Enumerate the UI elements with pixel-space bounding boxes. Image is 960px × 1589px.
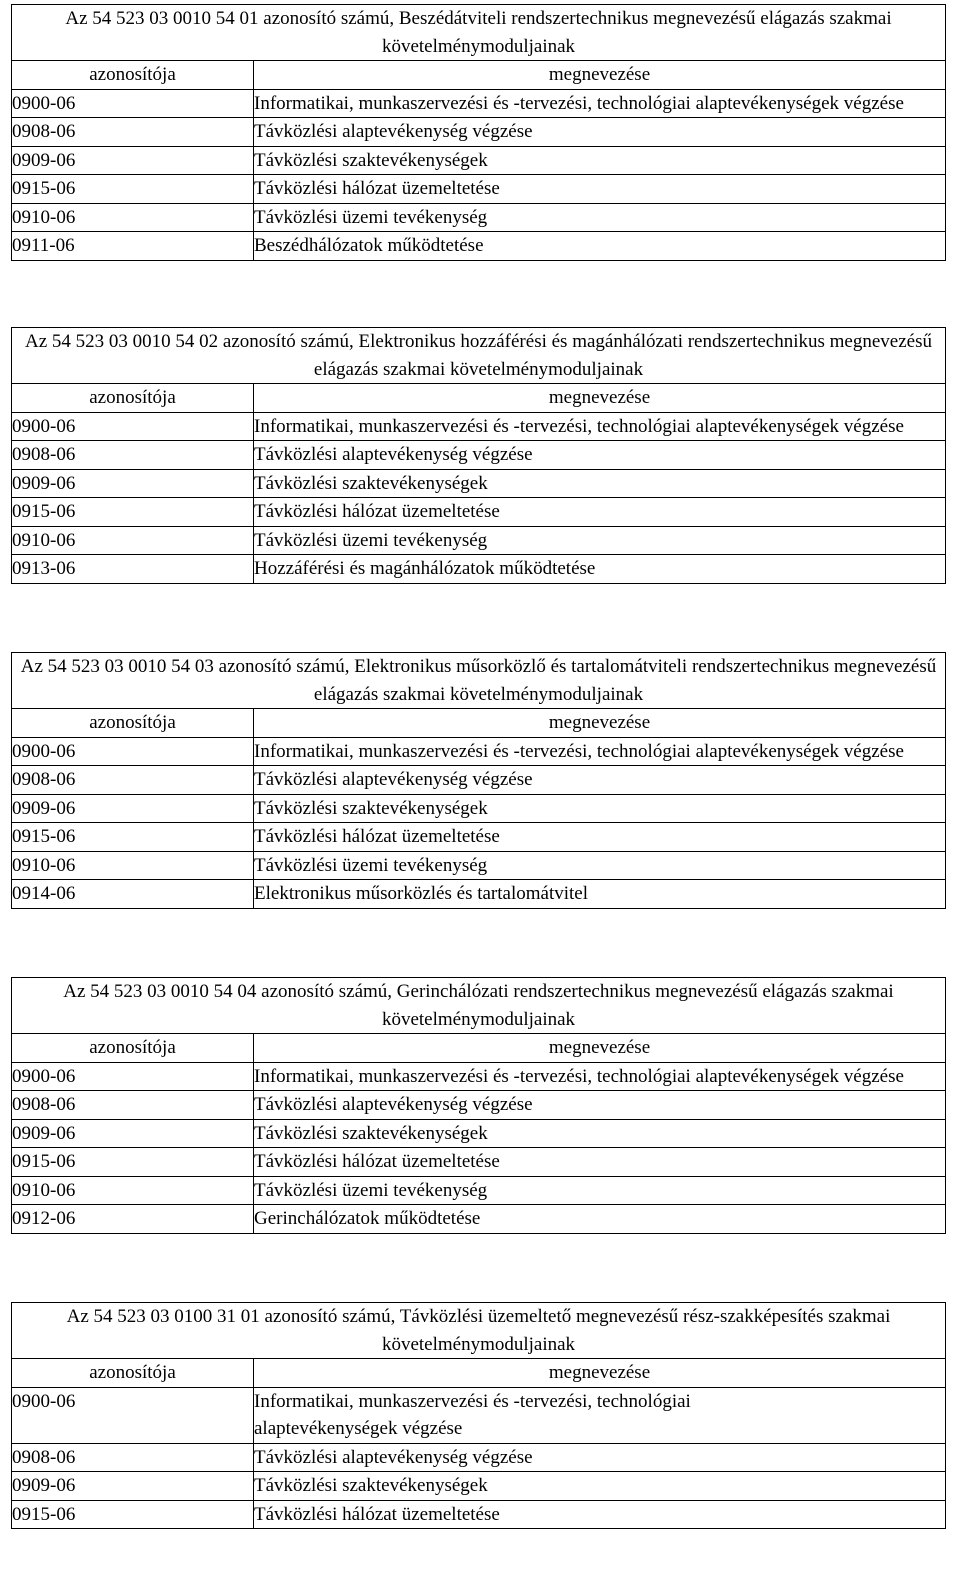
- module-code: 0909-06: [12, 1472, 254, 1501]
- module-name: Informatikai, munkaszervezési és -tervezési, technológiai alaptevékenységek végzése: [254, 737, 946, 766]
- module-name: Beszédhálózatok működtetése: [254, 232, 946, 261]
- table-row: [12, 498, 946, 527]
- section-title: Az 54 523 03 0010 54 04 azonosító számú, Gerinchálózati rendszertechnikus megnevezésű elágazás szakmai követelménymoduljainak: [12, 978, 946, 1034]
- column-header-code: azonosítója: [12, 384, 254, 413]
- module-name: Távközlési üzemi tevékenység: [254, 203, 946, 232]
- module-name: Informatikai, munkaszervezési és -tervezési, technológiai alaptevékenységek végzése: [254, 412, 946, 441]
- module-code: 0909-06: [12, 469, 254, 498]
- column-header-name: megnevezése: [254, 1034, 946, 1063]
- table-row: [12, 441, 946, 470]
- module-code: 0900-06: [12, 89, 254, 118]
- module-name: Hozzáférési és magánhálózatok működtetése: [254, 555, 946, 584]
- module-code: 0912-06: [12, 1205, 254, 1234]
- table-row: [12, 880, 946, 909]
- module-table-3: [11, 652, 946, 909]
- module-code: 0900-06: [12, 1387, 254, 1443]
- table-row: [12, 412, 946, 441]
- module-name: Távközlési szaktevékenységek: [254, 1119, 946, 1148]
- column-header-name: megnevezése: [254, 1359, 946, 1388]
- module-code: 0910-06: [12, 851, 254, 880]
- table-row: [12, 175, 946, 204]
- module-name: Távközlési üzemi tevékenység: [254, 1176, 946, 1205]
- module-table-1: [11, 4, 946, 261]
- module-code: 0915-06: [12, 175, 254, 204]
- module-name: Informatikai, munkaszervezési és -tervezési, technológiai alaptevékenységek végzése: [254, 89, 946, 118]
- module-name: Távközlési hálózat üzemeltetése: [254, 175, 946, 204]
- table-row: [12, 469, 946, 498]
- module-code: 0911-06: [12, 232, 254, 261]
- table-row: [12, 1148, 946, 1177]
- table-row: [12, 1472, 946, 1501]
- module-code: 0908-06: [12, 766, 254, 795]
- module-code: 0900-06: [12, 737, 254, 766]
- module-code: 0900-06: [12, 412, 254, 441]
- table-row: [12, 1062, 946, 1091]
- table-row: [12, 794, 946, 823]
- column-header-name: megnevezése: [254, 61, 946, 90]
- module-name: Távközlési szaktevékenységek: [254, 1472, 946, 1501]
- module-code: 0915-06: [12, 498, 254, 527]
- table-row: [12, 1205, 946, 1234]
- module-code: 0914-06: [12, 880, 254, 909]
- section-title: Az 54 523 03 0010 54 01 azonosító számú, Beszédátviteli rendszertechnikus megnevezésű elágazás szakmai követelménymoduljainak: [12, 5, 946, 61]
- column-header-code: azonosítója: [12, 1359, 254, 1388]
- table-row: [12, 766, 946, 795]
- table-row: [12, 555, 946, 584]
- section-title: Az 54 523 03 0010 54 02 azonosító számú, Elektronikus hozzáférési és magánhálózati rendszertechnikus megnevezésű elágazás szakmai követelménymoduljainak: [12, 328, 946, 384]
- module-name: Gerinchálózatok működtetése: [254, 1205, 946, 1234]
- module-name: Informatikai, munkaszervezési és -tervezési, technológiai alaptevékenységek végzése: [254, 1062, 946, 1091]
- table-row: [12, 1119, 946, 1148]
- module-name: Távközlési alaptevékenység végzése: [254, 1443, 946, 1472]
- table-row: [12, 203, 946, 232]
- module-name: Távközlési alaptevékenység végzése: [254, 766, 946, 795]
- table-row: [12, 89, 946, 118]
- module-name: Elektronikus műsorközlés és tartalomátvitel: [254, 880, 946, 909]
- module-code: 0915-06: [12, 1148, 254, 1177]
- table-row: [12, 1091, 946, 1120]
- table-row: [12, 737, 946, 766]
- module-code: 0908-06: [12, 1443, 254, 1472]
- module-name: Távközlési alaptevékenység végzése: [254, 118, 946, 147]
- module-name: Távközlési szaktevékenységek: [254, 146, 946, 175]
- table-row: [12, 526, 946, 555]
- module-name: Informatikai, munkaszervezési és -tervezési, technológiai alaptevékenységek végzése: [254, 1387, 946, 1443]
- module-code: 0913-06: [12, 555, 254, 584]
- module-name: Távközlési hálózat üzemeltetése: [254, 1500, 946, 1529]
- table-row: [12, 1500, 946, 1529]
- module-table-2: [11, 327, 946, 584]
- table-row: [12, 1443, 946, 1472]
- module-name: Távközlési üzemi tevékenység: [254, 526, 946, 555]
- module-name: Távközlési szaktevékenységek: [254, 794, 946, 823]
- module-table-5: [11, 1302, 946, 1529]
- module-code: 0909-06: [12, 1119, 254, 1148]
- section-title: Az 54 523 03 0010 54 03 azonosító számú, Elektronikus műsorközlő és tartalomátviteli rendszertechnikus megnevezésű elágazás szakmai követelménymoduljainak: [12, 653, 946, 709]
- module-code: 0915-06: [12, 1500, 254, 1529]
- column-header-code: azonosítója: [12, 1034, 254, 1063]
- module-code: 0910-06: [12, 203, 254, 232]
- module-name: Távközlési hálózat üzemeltetése: [254, 498, 946, 527]
- table-row: [12, 146, 946, 175]
- table-row: [12, 1387, 946, 1443]
- module-code: 0908-06: [12, 1091, 254, 1120]
- module-code: 0900-06: [12, 1062, 254, 1091]
- table-row: [12, 232, 946, 261]
- module-code: 0909-06: [12, 146, 254, 175]
- module-name: Távközlési szaktevékenységek: [254, 469, 946, 498]
- module-name: Távközlési hálózat üzemeltetése: [254, 1148, 946, 1177]
- module-code: 0908-06: [12, 118, 254, 147]
- column-header-name: megnevezése: [254, 709, 946, 738]
- module-code: 0910-06: [12, 526, 254, 555]
- module-code: 0908-06: [12, 441, 254, 470]
- column-header-code: azonosítója: [12, 709, 254, 738]
- module-code: 0915-06: [12, 823, 254, 852]
- module-name: Távközlési alaptevékenység végzése: [254, 1091, 946, 1120]
- module-code: 0910-06: [12, 1176, 254, 1205]
- section-title: Az 54 523 03 0100 31 01 azonosító számú, Távközlési üzemeltető megnevezésű rész-szakképesítés szakmai követelménymoduljainak: [12, 1303, 946, 1359]
- module-name: Távközlési alaptevékenység végzése: [254, 441, 946, 470]
- module-table-4: [11, 977, 946, 1234]
- column-header-code: azonosítója: [12, 61, 254, 90]
- column-header-name: megnevezése: [254, 384, 946, 413]
- table-row: [12, 1176, 946, 1205]
- module-name: Távközlési hálózat üzemeltetése: [254, 823, 946, 852]
- table-row: [12, 823, 946, 852]
- table-row: [12, 851, 946, 880]
- module-name: Távközlési üzemi tevékenység: [254, 851, 946, 880]
- table-row: [12, 118, 946, 147]
- module-code: 0909-06: [12, 794, 254, 823]
